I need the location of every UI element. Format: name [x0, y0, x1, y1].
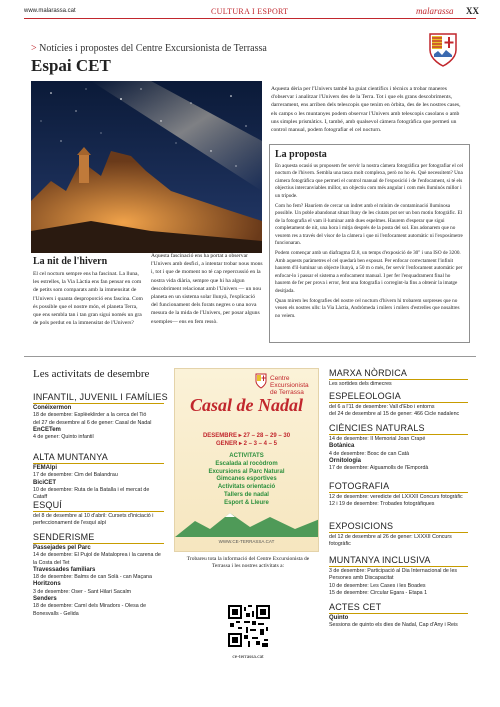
category-line: Les sortides dels dimecres	[329, 381, 392, 387]
proposal-box	[269, 144, 470, 343]
category-title: ESPELEOLOGIA	[329, 391, 468, 403]
category-subhead: Conéixermon	[33, 405, 72, 411]
category-subhead: Horitzons	[33, 581, 61, 588]
header-section: CULTURA I ESPORT	[211, 7, 289, 16]
website-link[interactable]: ce-terrassa.cat	[232, 654, 264, 660]
proposal-title: La proposta	[275, 149, 327, 160]
category-subhead: Senders	[33, 596, 57, 603]
poster-activity: Esport & Lleure	[224, 499, 269, 506]
poster-title: Casal de Nadal	[189, 395, 303, 415]
category-infantil	[33, 392, 168, 441]
category-title: INFANTIL, JUVENIL I FAMÍLIES	[33, 392, 168, 402]
category-line: 17 de desembre: Aiguamolls de l'Empordà	[329, 465, 429, 472]
poster-activities-head: ACTIVITATS	[229, 453, 264, 459]
article-kicker	[31, 43, 267, 54]
category-senderisme	[33, 532, 164, 618]
category-marxa-nordica	[329, 368, 468, 388]
article-col-b: Aquesta fascinació ens ha portat a observar l'Univers amb desfici, a intentar trobar nous mons i, tot i que de moment no té cap repercussió en la nostra vida diària, sempre que hi ha algun descobriment relacionat amb l'Univers — un nou planeta en un sistema solar llunyà, l'explicació del funcionament dels forats negres o una nova mesura de la mida de l'Univers, per posar alguns exemples— ens en fem ressò.	[151, 253, 263, 325]
section-rule	[24, 356, 476, 357]
category-title: ESQUÍ	[33, 500, 164, 512]
category-line: 14 de desembre: II Memorial Joan Crapé	[329, 436, 426, 442]
shield-icon	[428, 32, 458, 73]
article-col-a: El cel nocturn sempre ens ha fascinat. La lluna, les estrelles, la Via Làctia ens fan pensar en com de petits som comparats amb la immensitat de l'Univers i quanta desproporció ens fascina. Com és possible que el nostre món, el planeta Terra, que ens sembla tan i tan gran sigui només un gra de pols perdut en la immensitat de l'Univers?	[33, 271, 143, 327]
poster-brand	[270, 375, 309, 396]
category-line: 4 de gener: Quinto infantil	[33, 434, 94, 441]
category-exposicions	[329, 521, 468, 549]
mountain-illustration	[175, 507, 319, 537]
poster-activity: Tallers de nadal	[224, 491, 269, 498]
category-line: del 8 de desembre al 10 d'abril: Cursets d'iniciació i perfeccionament de l'esquí alpí	[33, 513, 154, 527]
category-line: 18 de desembre: Esplèeklirder a la cerca del Tió	[33, 412, 147, 419]
category-title: CIÈNCIES NATURALS	[329, 423, 468, 435]
night-sky-photo	[31, 81, 262, 253]
poster-dates	[175, 432, 318, 448]
poster-dates-line: DESEMBRE ▸ 27 – 28 – 29 – 30	[202, 433, 291, 439]
category-title: SENDERISME	[33, 532, 164, 544]
poster-brand-line: Centre	[270, 375, 290, 382]
category-title: ACTES CET	[329, 602, 468, 614]
subheading-winter-night: La nit de l'hivern	[33, 256, 108, 267]
page-number: XX	[466, 6, 479, 16]
header-rule	[24, 18, 476, 19]
proposal-paragraph: Podem començar amb un diafragma f2.8, un temps d'exposició de 30" i una ISO de 3200. Amb aquests paràmetres el cel quedarà ben exposat. Per enfocar correctament l'infinit haurem d'il·luminar un objecte llunyà, a 50 m o més, fer servir l'enfocament automàtic per enfocar-lo i passar el sistema a enfocament manual. I per fer l'enquadrament final ho haurem de fer per prova i error, fent una fotografia i corregint-la fins a obtenir la imatge desitjada.	[275, 250, 463, 294]
category-line: Sessions de quinto els dies de Nadal, Cap d'Any i Reis	[329, 622, 458, 629]
category-subhead: Passejades pel Parc	[33, 545, 91, 551]
proposal-paragraph: En aquesta ocasió us proposem fer servir la nostra càmera fotogràfica per fotografiar el cel nocturn de l'hivern. Sembla una tasca molt complexa, però no ho és. Què necessitem? Una càmera fotogràfica que permeti el control manual de l'exposició i de l'enfocament, si té els objectius intercanviables millor, un objectiu com més angular i com més lluminós millor i un trípode.	[275, 163, 464, 199]
arrow-icon: >	[31, 43, 40, 54]
article-col-c: Aquesta dèria per l'Univers també ha guiat científics i tècnics a trobar maneres d'observar i analitzar l'Univers des de la Terra. Tot i que els grans descobriments, darrerament, ens arriben dels telescopis que tenim en òrbita, des de les nostres cases, els camps o les muntanyes podem observar l'Univers amb telescopis casolans o amb uns simples prismàtics. I, també, amb qualsevol càmera fotogràfica que permeti un control manual, podem fotografiar el cel nocturn.	[271, 86, 461, 134]
activities-title: Les activitats de desembre	[33, 368, 150, 380]
poster-activity: Activitats orientació	[217, 484, 276, 491]
poster-dates-line: GENER ▸ 2 – 3 – 4 – 5	[215, 441, 278, 447]
qr-caption: Trobareu tota la informació del Centre Excursionista de Terrassa i les nostres activitats a:	[186, 556, 310, 570]
category-subhead: Travessades familiars	[33, 566, 96, 573]
category-fotografia	[329, 481, 468, 509]
poster-activity: Excursions al Parc Natural	[208, 468, 285, 475]
category-line: 3 de desembre: Participació al Dia Internacional de les Persones amb Discapacitat	[329, 568, 458, 582]
category-title: MUNTANYA INCLUSIVA	[329, 555, 468, 567]
category-line: 10 de desembre: Ruta de la Batalla i el mercat de Cataff	[33, 486, 150, 501]
category-subhead: Quinto	[329, 615, 349, 621]
category-muntanya-inclusiva	[329, 555, 468, 597]
category-title: ALTA MUNTANYA	[33, 452, 164, 464]
poster-activity: Escalada al rocòdrom	[215, 460, 278, 467]
poster-footer[interactable]: WWW.CE-TERRASSA.CAT	[218, 539, 275, 544]
category-line: 3 de desembre: Oser - Sant Hilari Sacalm	[33, 588, 132, 595]
category-alta-muntanya	[33, 452, 164, 501]
casal-de-nadal-poster	[174, 368, 319, 552]
category-line: 18 de desembre: Balms de can Solà - can Maçana	[33, 574, 152, 581]
category-line: 17 de desembre: Cim del Balandrau	[33, 472, 118, 479]
shield-icon	[255, 373, 267, 389]
category-title: EXPOSICIONS	[329, 521, 468, 533]
category-line: del 24 de desembre al 15 de gener: 466 Cicle nadalenc	[329, 411, 460, 418]
category-line: 4 de desembre: Bosc de can Catà	[329, 450, 410, 457]
header-brand: malarassa	[416, 6, 454, 16]
qr-code-icon[interactable]	[228, 605, 270, 652]
poster-activities	[175, 453, 318, 508]
category-line: 14 de desembre: El Pujol de Mataloprea i la carena de la Costa del Tet	[33, 552, 161, 566]
article-title: Espai CET	[31, 56, 111, 75]
category-subhead: Botànica	[329, 443, 355, 450]
category-line: del 27 de desembre al 6 de gener: Casal de Nadal	[33, 419, 152, 426]
poster-brand-line: de Terrassa	[270, 389, 304, 396]
category-line: 12 i 19 de desembre: Trobades fotogràfiques	[329, 501, 435, 508]
proposal-paragraph: Com ho fem? Hauríem de cercar un indret amb el mínim de contaminació lluminosa possible. Un poble abandonat situat lluny de les ciutats pot ser un bon motiu fotogràfic. El de la fotografia el vam il·luminar amb dues espelmes. Haurem d'esperar que sigui completament de nit, una hora i mitja després de la posta del sol. Ens adonarem que no veurem res a través del visor de la càmera i que ni l'enfocament automàtic ni l'exposímetre funcionaran.	[275, 203, 463, 247]
poster-activity: Gimcanes esportives	[216, 476, 277, 483]
header-site-url[interactable]: www.malarassa.cat	[24, 8, 76, 14]
category-line: 18 de desembre: Camí dels Miradors - Olesa de Bonesvalls - Gelida	[33, 603, 147, 617]
category-title: FOTOGRAFIA	[329, 481, 468, 493]
category-subhead: EnCETem	[33, 426, 61, 433]
category-line: 12 de desembre: veredicte del LXXXII Concurs fotogràfic	[329, 494, 463, 500]
category-esqui	[33, 500, 164, 528]
category-ciencies-naturals	[329, 423, 468, 472]
category-line: 15 de desembre: Circular Egara - Etapa 1	[329, 589, 428, 596]
proposal-paragraph: Quan mirem les fotografies del nostre cel nocturn d'hivern hi trobarem sorpreses que no veuen els nostres ulls: la Via Làctia, Andròmeda i milers i milers d'estrelles que nosaltres no veiem.	[275, 297, 460, 319]
article-kicker-text: Notícies i propostes del Centre Excursionista de Terrassa	[39, 43, 267, 54]
poster-brand-line: Excursionista	[270, 382, 309, 389]
category-actes-cet	[329, 602, 468, 630]
category-subhead: BiciCET	[33, 479, 57, 486]
category-line: 10 de desembre: Les Cases i les Boades	[329, 582, 426, 589]
category-line: del 6 a l'11 de desembre: Vall d'Ebo i entorns	[329, 404, 435, 410]
category-title: MARXA NÒRDICA	[329, 368, 468, 380]
category-subhead: Ornitologia	[329, 457, 361, 464]
category-line: del 12 de desembre al 26 de gener: LXXXII Concurs fotogràfic	[329, 534, 452, 548]
category-subhead: FEMAlpi	[33, 465, 57, 471]
category-espeleologia	[329, 391, 468, 419]
